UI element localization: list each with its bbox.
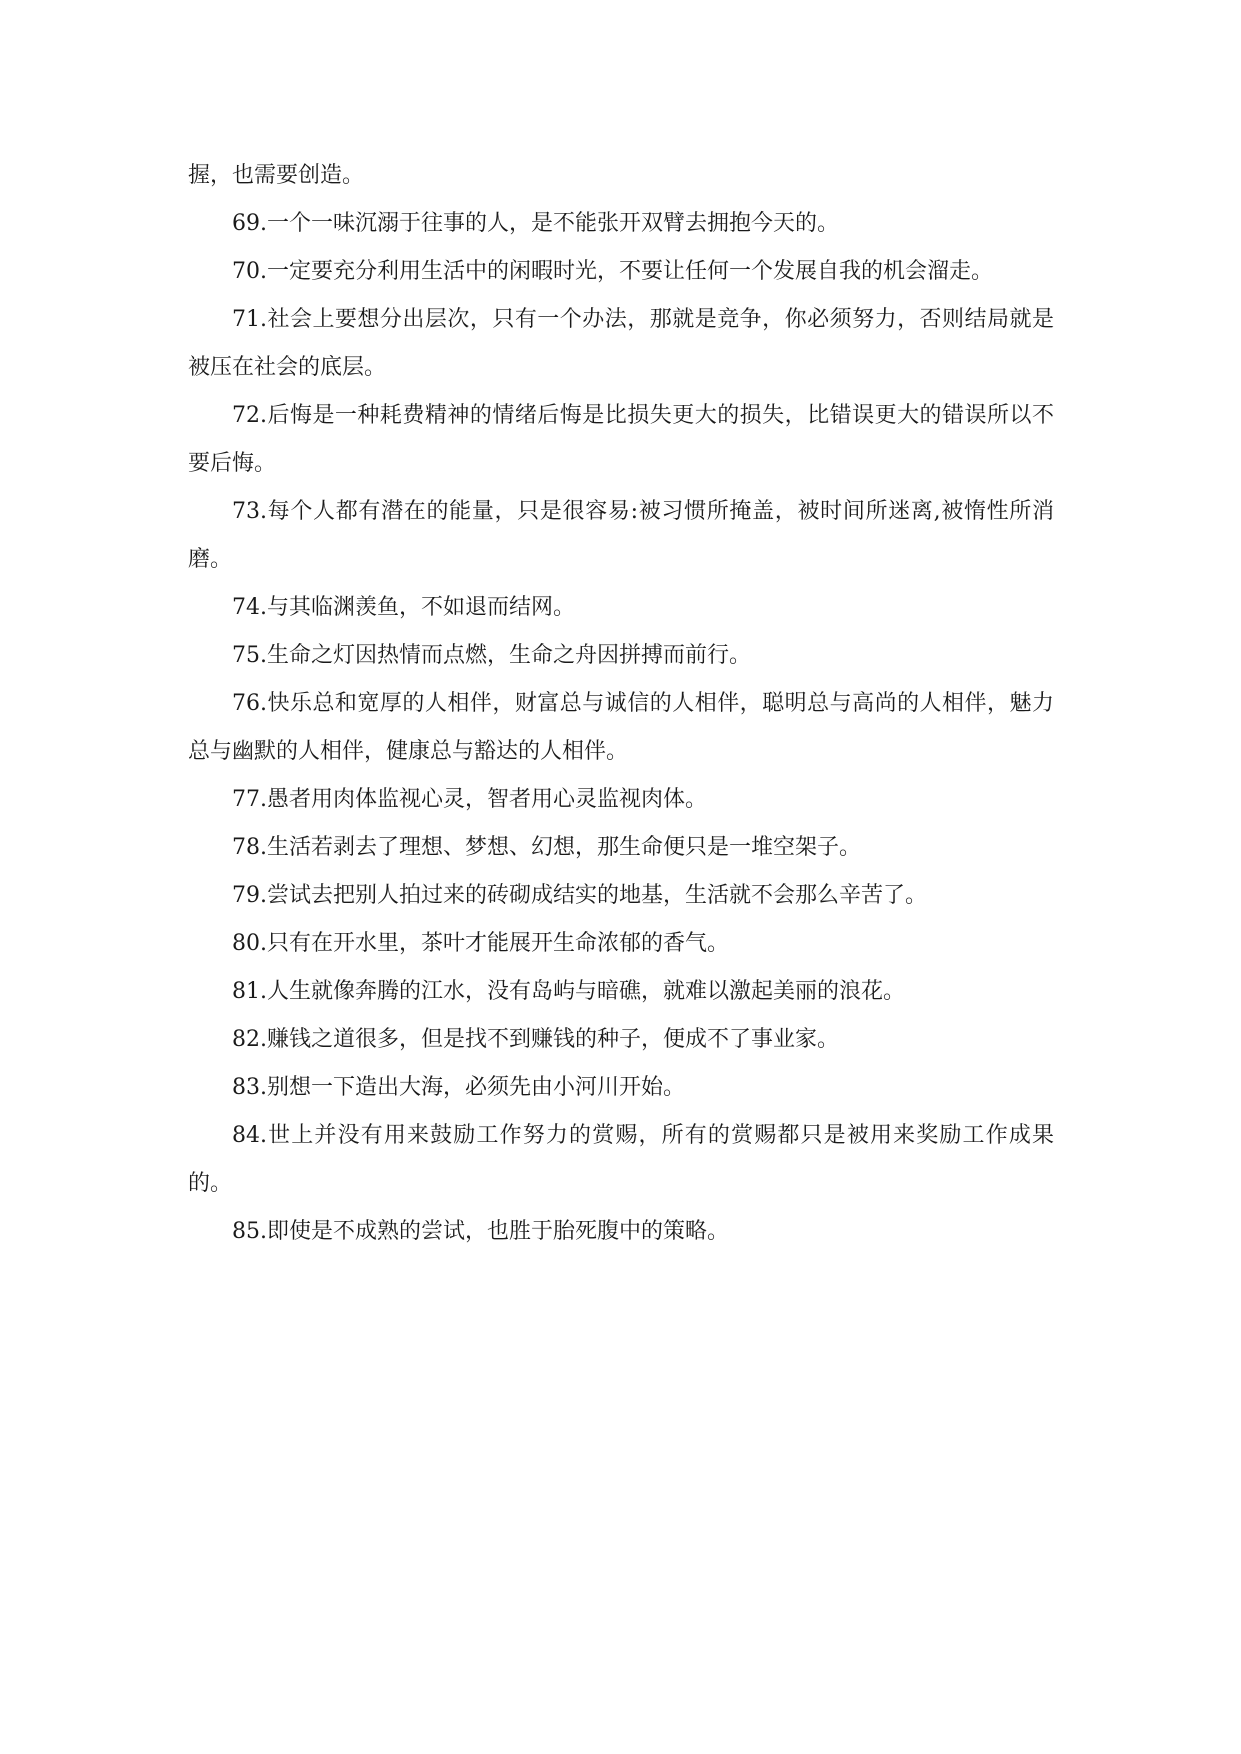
- quote-73: 73.每个人都有潜在的能量，只是很容易:被习惯所掩盖，被时间所迷离,被惰性所消磨。: [188, 499, 1054, 572]
- paragraph-continuation: 握，也需要创造。: [188, 163, 365, 188]
- quote-76: 76.快乐总和宽厚的人相伴，财富总与诚信的人相伴，聪明总与高尚的人相伴，魅力总与幽默的人相伴，健康总与豁达的人相伴。: [188, 691, 1054, 764]
- quote-83: 83.别想一下造出大海，必须先由小河川开始。: [232, 1075, 685, 1100]
- quote-72: 72.后悔是一种耗费精神的情绪后悔是比损失更大的损失，比错误更大的错误所以不要后悔。: [188, 403, 1054, 476]
- quote-75: 75.生命之灯因热情而点燃，生命之舟因拼搏而前行。: [232, 643, 751, 668]
- quote-80: 80.只有在开水里，茶叶才能展开生命浓郁的香气。: [232, 931, 729, 956]
- quote-69: 69.一个一味沉溺于往事的人，是不能张开双臂去拥抱今天的。: [232, 211, 839, 236]
- quote-82: 82.赚钱之道很多，但是找不到赚钱的种子，便成不了事业家。: [232, 1027, 839, 1052]
- quote-71: 71.社会上要想分出层次，只有一个办法，那就是竞争，你必须努力，否则结局就是被压在社会的底层。: [188, 307, 1054, 380]
- quote-77: 77.愚者用肉体监视心灵，智者用心灵监视肉体。: [232, 787, 707, 812]
- quote-78: 78.生活若剥去了理想、梦想、幻想，那生命便只是一堆空架子。: [232, 835, 861, 860]
- quote-85: 85.即使是不成熟的尝试，也胜于胎死腹中的策略。: [232, 1219, 729, 1244]
- quote-70: 70.一定要充分利用生活中的闲暇时光，不要让任何一个发展自我的机会溜走。: [232, 259, 993, 284]
- document-body: [188, 152, 1054, 1256]
- quote-74: 74.与其临渊羡鱼，不如退而结网。: [232, 595, 575, 620]
- quote-81: 81.人生就像奔腾的江水，没有岛屿与暗礁，就难以激起美丽的浪花。: [232, 979, 905, 1004]
- quote-84: 84.世上并没有用来鼓励工作努力的赏赐，所有的赏赐都只是被用来奖励工作成果的。: [188, 1123, 1054, 1196]
- quote-79: 79.尝试去把别人拍过来的砖砌成结实的地基，生活就不会那么辛苦了。: [232, 883, 927, 908]
